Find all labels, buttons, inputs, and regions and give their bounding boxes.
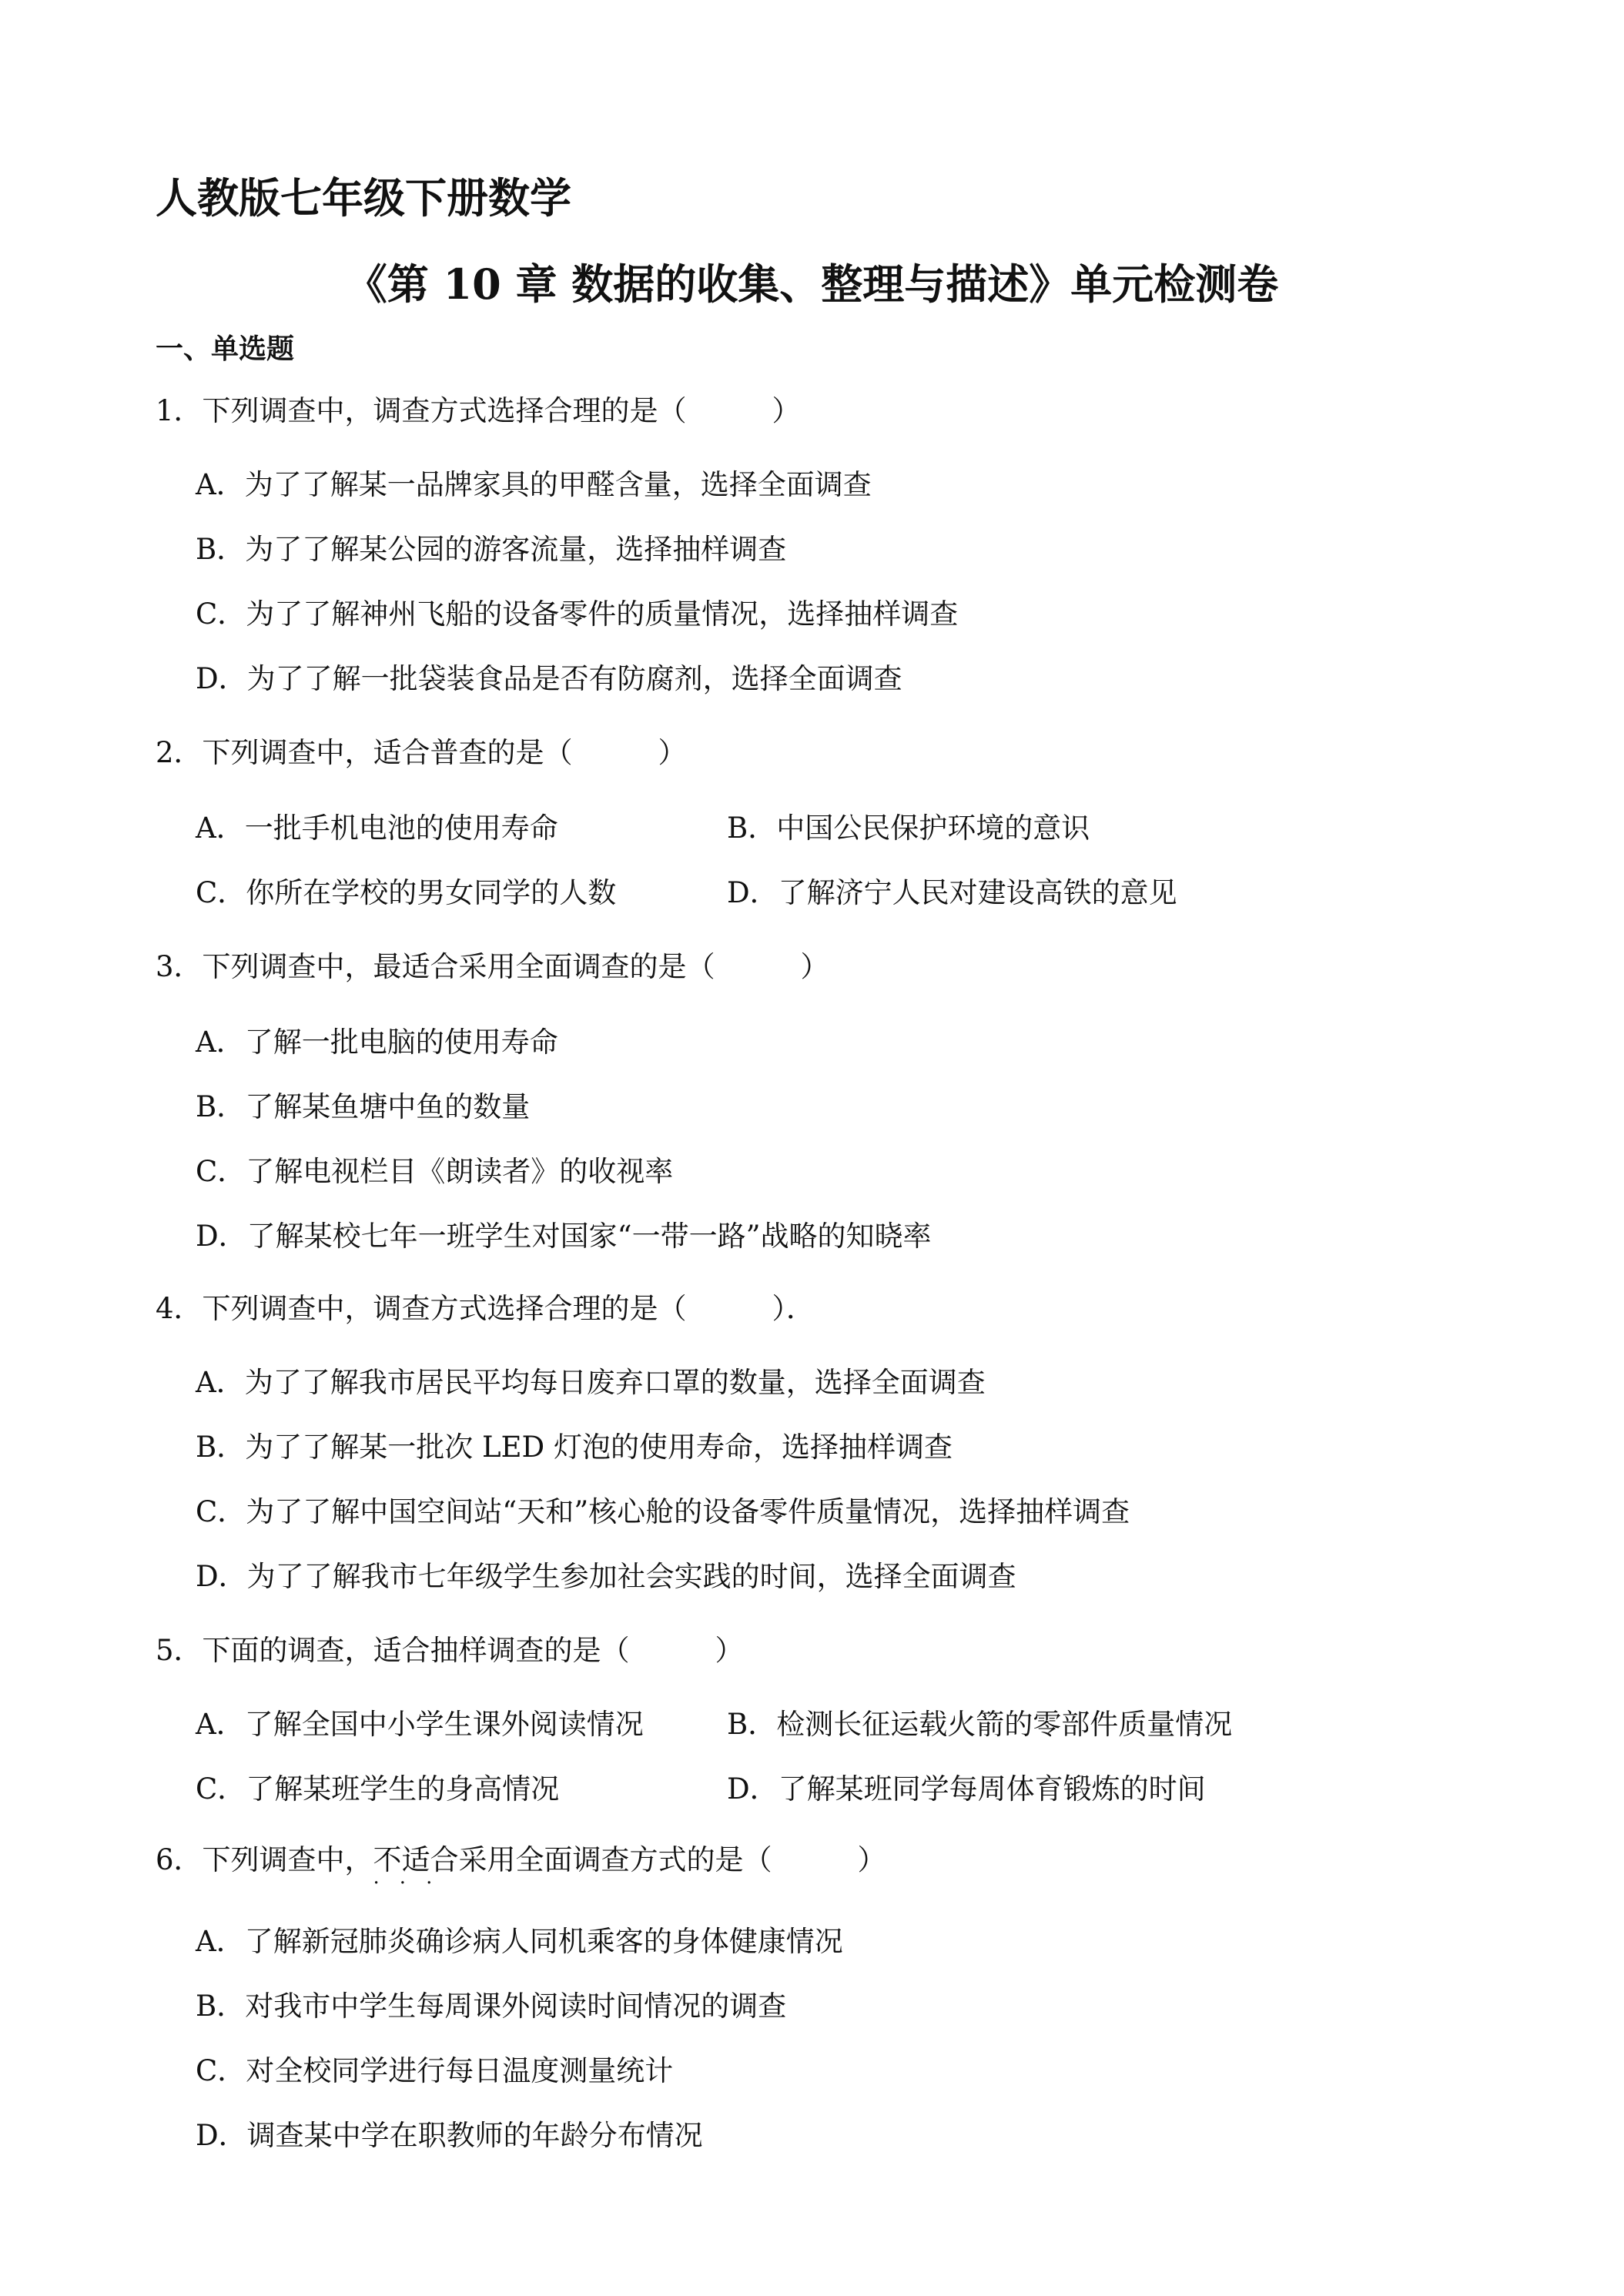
question-6-stem-end: 采用全面调查方式的是（ ） (458, 1843, 886, 1876)
question-2-option-d: D．了解济宁人民对建设高铁的意见 (727, 876, 1177, 909)
question-5-option-b: B．检测长征运载火箭的零部件质量情况 (727, 1708, 1233, 1741)
document-title: 人教版七年级下册数学 (156, 173, 571, 223)
question-6-stem-start: 6．下列调查中， (156, 1843, 373, 1876)
question-5-option-d: D．了解某班同学每周体育锻炼的时间 (727, 1772, 1206, 1806)
question-3-option-c: C．了解电视栏目《朗读者》的收视率 (196, 1155, 674, 1188)
question-3-option-b: B．了解某鱼塘中鱼的数量 (196, 1090, 531, 1123)
question-1-stem: 1．下列调查中，调查方式选择合理的是（ ） (156, 394, 801, 427)
question-3-stem: 3．下列调查中，最适合采用全面调查的是（ ） (156, 950, 829, 983)
question-2-option-a: A．一批手机电池的使用寿命 (196, 812, 558, 845)
question-5-option-a: A．了解全国中小学生课外阅读情况 (196, 1708, 644, 1741)
question-3-option-a: A．了解一批电脑的使用寿命 (196, 1026, 558, 1059)
question-1-option-b: B．为了了解某公园的游客流量，选择抽样调查 (196, 533, 787, 566)
question-6-stem (156, 1842, 886, 1879)
question-6-option-a: A．了解新冠肺炎确诊病人同机乘客的身体健康情况 (196, 1925, 843, 1958)
question-1-option-d: D．为了了解一批袋装食品是否有防腐剂，选择全面调查 (196, 662, 902, 695)
question-6-option-d: D．调查某中学在职教师的年龄分布情况 (196, 2119, 703, 2152)
question-2-stem: 2．下列调查中，适合普查的是（ ） (156, 736, 687, 769)
question-6-option-c: C．对全校同学进行每日温度测量统计 (196, 2054, 674, 2087)
question-2-option-b: B．中国公民保护环境的意识 (727, 812, 1090, 845)
question-4-option-c: C．为了了解中国空间站“天和”核心舱的设备零件质量情况，选择抽样调查 (196, 1495, 1130, 1528)
question-6-option-b: B．对我市中学生每周课外阅读时间情况的调查 (196, 1990, 787, 2023)
question-1-option-c: C．为了了解神州飞船的设备零件的质量情况，选择抽样调查 (196, 597, 959, 631)
question-1-option-a: A．为了了解某一品牌家具的甲醛含量，选择全面调查 (196, 468, 872, 501)
question-2-option-c: C．你所在学校的男女同学的人数 (196, 876, 617, 909)
question-3-option-d: D．了解某校七年一班学生对国家“一带一路”战略的知晓率 (196, 1220, 932, 1253)
section-heading: 一、单选题 (156, 333, 295, 365)
question-4-stem: 4．下列调查中，调查方式选择合理的是（ ）． (156, 1292, 815, 1325)
question-4-option-d: D．为了了解我市七年级学生参加社会实践的时间，选择全面调查 (196, 1560, 1016, 1593)
document-subtitle: 《第 10 章 数据的收集、整理与描述》单元检测卷 (345, 259, 1279, 309)
question-5-stem: 5．下面的调查，适合抽样调查的是（ ） (156, 1634, 744, 1667)
question-4-option-b: B．为了了解某一批次 LED 灯泡的使用寿命，选择抽样调查 (196, 1431, 953, 1464)
question-6-emphasis: 不适合 · · · (373, 1842, 459, 1879)
question-4-option-a: A．为了了解我市居民平均每日废弃口罩的数量，选择全面调查 (196, 1366, 986, 1399)
question-5-option-c: C．了解某班学生的身高情况 (196, 1772, 560, 1806)
